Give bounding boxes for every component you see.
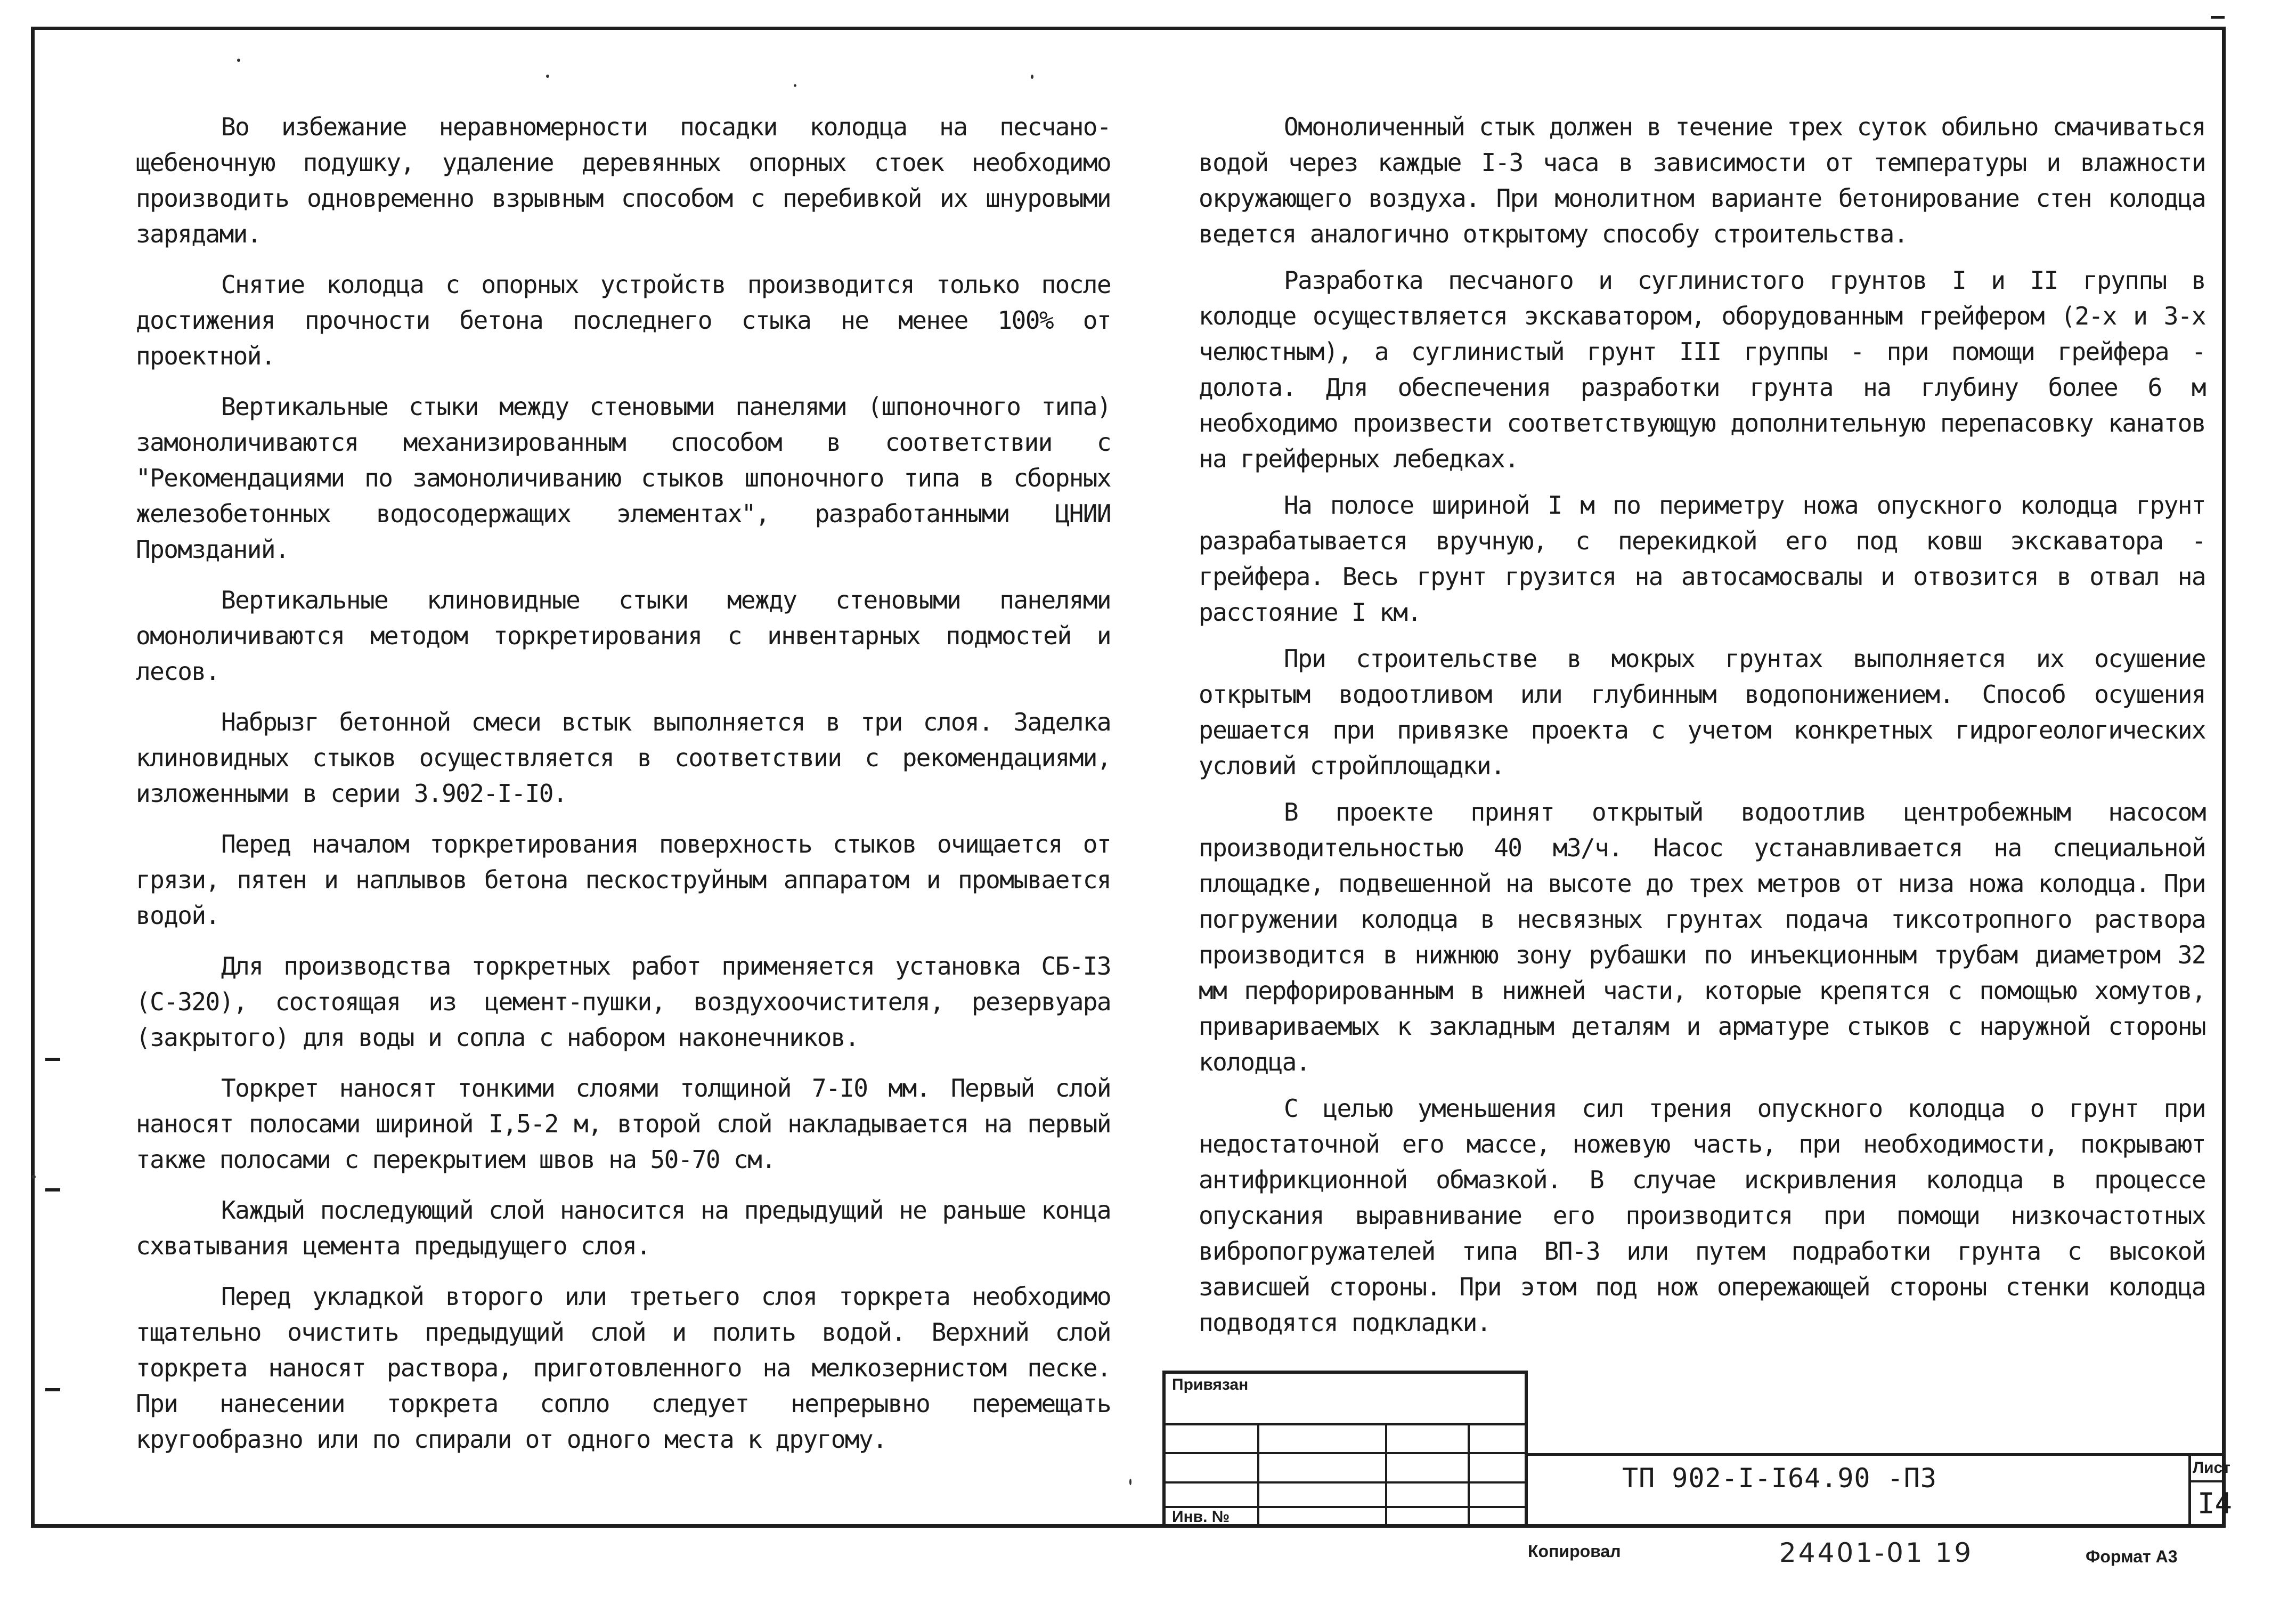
paragraph: Снятие колодца с опорных устройств производится только после достижения прочности бетона последнего стыка не менее 100% от проектной. <box>136 270 1111 370</box>
paragraph: Омоноличенный стык должен в течение трех суток обильно смачиваться водой через каждые I-3 часа в зависимости от температуры и влажности окружающего воздуха. При монолитном варианте бетонирование стен колодца ведется аналогично открытому способу строительства. <box>1199 112 2205 248</box>
tb-line <box>1162 1371 1166 1528</box>
binding-tick <box>45 1188 60 1191</box>
binding-tick <box>45 1388 60 1391</box>
tb-line <box>1162 1481 1527 1484</box>
scan-speck <box>794 84 796 87</box>
paragraph: Перед укладкой второго или третьего слоя торкрета необходимо тщательно очистить предыдущий слой и полить водой. Верхний слой торкрета наносят раствора, приготовленного на мелкозернистом песке. При нанесении торкрета сопло следует непрерывно перемещать кругообразно или по спирали от одного места к другому. <box>136 1282 1111 1454</box>
document-code: ТП 902-I-I64.90 -ПЗ <box>1622 1463 1937 1494</box>
paragraph: Разработка песчаного и суглинистого грунтов I и II группы в колодце осуществляется экскаватором, оборудованным грейфером (2-х и 3-х челюстным), а суглинистый грунт III группы - при помощи грейфера - долота. Для обеспечения разработки грунта на глубину более 6 м необходимо произвести соответствующую дополнительную перепасовку канатов на грейферных лебедках. <box>1199 266 2205 473</box>
frame-bottom-line <box>31 1524 2226 1528</box>
tb-line <box>1162 1371 1527 1374</box>
paragraph: Каждый последующий слой наносится на предыдущий не раньше конца схватывания цемента предыдущего слоя. <box>136 1196 1111 1260</box>
paragraph: Набрызг бетонной смеси встык выполняется в три слоя. Заделка клиновидных стыков осуществляется в соответствии с рекомендациями, изложенными в серии 3.902-I-I0. <box>136 708 1111 808</box>
paragraph: В проекте принят открытый водоотлив центробежным насосом производительностью 40 м3/ч. Насос устанавливается на специальной площадке, подвешенной на высоте до трех метров от низа ножа колодца. При погружении колодца в несвязных грунтах подача тиксотропного раствора производится в нижнюю зону рубашки по инъекционным трубам диаметром 32 мм перфорированным в нижней части, которые крепятся с помощью хомутов, привариваемых к закладным деталям и арматуре стыков с наружной стороны колодца. <box>1199 798 2205 1076</box>
paragraph: На полосе шириной I м по периметру ножа опускного колодца грунт разрабатывается вручную, с перекидкой его под ковш экскаватора - грейфера. Весь грунт грузится на автосамосвалы и отвозится в отвал на расстояние I км. <box>1199 491 2205 627</box>
tb-line <box>1385 1423 1387 1528</box>
archive-number: 24401-01 19 <box>1779 1537 1974 1568</box>
scan-speck <box>546 75 549 78</box>
paragraph: Во избежание неравномерности посадки колодца на песчано-щебеночную подушку, удаление деревянных опорных стоек необходимо производить одновременно взрывным способом с перебивкой их шнуровыми зарядами. <box>136 112 1111 248</box>
sheet-number: I4 <box>2197 1487 2233 1520</box>
right-text-column <box>1199 109 2205 1351</box>
tb-line <box>1468 1423 1470 1528</box>
paragraph: С целью уменьшения сил трения опускного колодца о грунт при недостаточной его массе, ножевую часть, при необходимости, покрывают антифрикционной обмазкой. В случае искривления колодца в процессе опускания выравнивание его производится при помощи низкочастотных вибропогружателей типа ВП-3 или путем подработки грунта с высокой зависшей стороны. При этом под нож опережающей стороны стенки колодца подводятся подкладки. <box>1199 1094 2205 1337</box>
inventory-number-label: Инв. № <box>1172 1508 1230 1526</box>
tb-line <box>1257 1423 1259 1528</box>
tb-line <box>1525 1453 2226 1456</box>
copied-label: Копировал <box>1528 1542 1621 1561</box>
sheet-label: Лист <box>2193 1459 2230 1477</box>
tb-line <box>1162 1423 1527 1425</box>
tb-line <box>1162 1452 1527 1454</box>
paragraph: При строительстве в мокрых грунтах выполняется их осушение открытым водоотливом или глубинным водопонижением. Способ осушения решается при привязке проекта с учетом конкретных гидрогеологических условий стройплощадки. <box>1199 644 2205 780</box>
binding-tick <box>45 1058 60 1061</box>
tb-line <box>1525 1371 1528 1528</box>
paragraph: Торкрет наносят тонкими слоями толщиной 7-I0 мм. Первый слой наносят полосами шириной I,5-2 м, второй слой накладывается на первый также полосами с перекрытием швов на 50-70 см. <box>136 1074 1111 1174</box>
tb-line <box>2188 1480 2226 1482</box>
paragraph: Перед началом торкретирования поверхность стыков очищается от грязи, пятен и наплывов бетона пескоструйным аппаратом и промывается водой. <box>136 830 1111 930</box>
format-label: Формат А3 <box>2086 1547 2178 1566</box>
left-text-column <box>136 109 1111 1472</box>
paragraph: Для производства торкретных работ применяется установка СБ-I3 (С-320), состоящая из цемент-пушки, воздухоочистителя, резервуара (закрытого) для воды и сопла с набором наконечников. <box>136 952 1111 1052</box>
scan-speck <box>1129 1479 1131 1485</box>
corner-mark <box>2211 16 2225 19</box>
scan-speck <box>32 1175 36 1179</box>
tb-line <box>2188 1453 2191 1528</box>
privyazan-label: Привязан <box>1172 1376 1249 1393</box>
paragraph: Вертикальные клиновидные стыки между стеновыми панелями омоноличиваются методом торкретирования с инвентарных подмостей и лесов. <box>136 586 1111 686</box>
scan-speck <box>1031 75 1033 79</box>
paragraph: Вертикальные стыки между стеновыми панелями (шпоночного типа) замоноличиваются механизированным способом в соответствии с "Рекомендациями по замоноличиванию стыков шпоночного типа в сборных железобетонных водосодержащих элементах", разработанными ЦНИИ Промзданий. <box>136 392 1111 564</box>
scan-speck <box>237 59 240 62</box>
